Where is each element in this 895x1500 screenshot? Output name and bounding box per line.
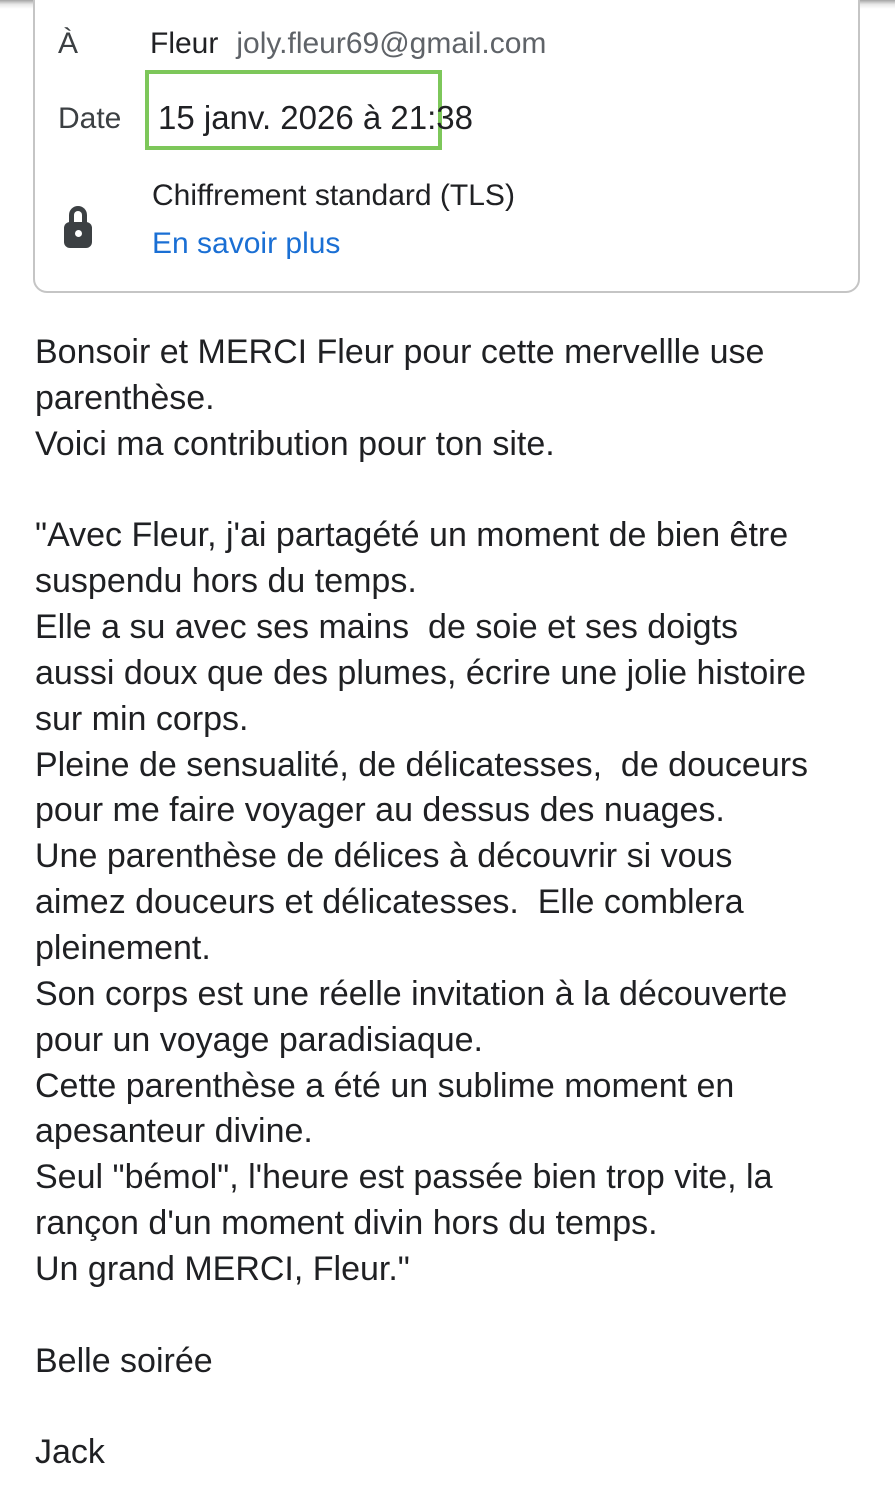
recipient-email: joly.fleur69@gmail.com <box>236 27 547 60</box>
body-text-line: Voici ma contribution pour ton site. <box>35 424 555 463</box>
body-text-line: Seul "bémol", l'heure est passée bien trop vite, la <box>35 1158 773 1197</box>
body-text-line: Un grand MERCI, Fleur." <box>35 1249 410 1288</box>
learn-more-link[interactable]: En savoir plus <box>152 227 341 260</box>
body-text-line: aussi doux que des plumes, écrire une jolie histoire <box>35 653 807 692</box>
body-text-line <box>35 1293 865 1339</box>
lock-icon <box>64 206 92 248</box>
body-text-line <box>35 468 865 514</box>
body-text-line: sur min corps. <box>35 699 249 738</box>
recipient-row <box>150 24 546 64</box>
body-text-line: Son corps est une réelle invitation à la découverte <box>35 974 788 1013</box>
body-text-line: suspendu hors du temps. <box>35 562 417 601</box>
recipient-name: Fleur <box>150 27 219 60</box>
body-text-line: Bonsoir et MERCI Fleur pour cette mervellle use <box>35 333 765 371</box>
date-value: 15 janv. 2026 à 21:38 <box>158 99 473 136</box>
body-text-line: Elle a su avec ses mains de soie et ses doigts <box>35 608 739 647</box>
lock-keyhole-dot <box>75 230 82 237</box>
encryption-status-text: Chiffrement standard (TLS) <box>152 179 515 212</box>
body-text-line <box>35 1384 865 1430</box>
body-text-line: pour me faire voyager au dessus des nuages. <box>35 791 725 830</box>
body-text-line: Belle soirée <box>35 1341 213 1380</box>
to-label: À <box>58 27 79 60</box>
body-text-line: apesanteur divine. <box>35 1112 313 1151</box>
body-text-line: parenthèse. <box>35 378 215 417</box>
body-text-line: pleinement. <box>35 928 211 967</box>
body-text-line: aimez douceurs et délicatesses. Elle comblera <box>35 883 744 922</box>
body-text-line: Pleine de sensualité, de délicatesses, de douceurs <box>35 745 809 784</box>
lock-body <box>64 222 92 248</box>
date-label: Date <box>58 102 122 135</box>
body-text-line: Cette parenthèse a été un sublime moment en <box>35 1066 735 1105</box>
body-text-line: Une parenthèse de délices à découvrir si vous <box>35 837 733 876</box>
email-body <box>35 330 865 1476</box>
body-text-line: pour un voyage paradisiaque. <box>35 1020 483 1059</box>
body-text-line: Jack <box>35 1433 105 1472</box>
body-text-line: "Avec Fleur, j'ai partagété un moment de bien être <box>35 516 789 555</box>
body-text-line: rançon d'un moment divin hors du temps. <box>35 1204 658 1243</box>
